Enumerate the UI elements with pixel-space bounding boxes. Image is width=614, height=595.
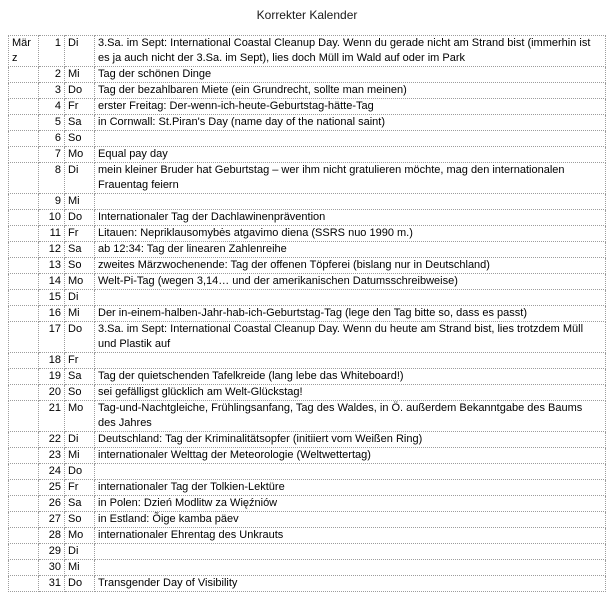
weekday-cell: Fr — [65, 226, 95, 242]
calendar-table — [8, 35, 606, 592]
day-number-cell: 1 — [39, 36, 65, 67]
weekday-cell: Mo — [65, 274, 95, 290]
month-cell — [9, 560, 39, 576]
weekday-cell: Mi — [65, 194, 95, 210]
month-cell — [9, 67, 39, 83]
weekday-cell: So — [65, 512, 95, 528]
month-cell: März — [9, 36, 39, 67]
description-cell — [95, 560, 606, 576]
description-cell — [95, 544, 606, 560]
calendar-row — [9, 67, 606, 83]
description-cell: Deutschland: Tag der Kriminalitätsopfer (initiiert vom Weißen Ring) — [95, 432, 606, 448]
description-cell: Tag der quietschenden Tafelkreide (lang lebe das Whiteboard!) — [95, 369, 606, 385]
description-cell: zweites Märzwochenende: Tag der offenen Töpferei (bislang nur in Deutschland) — [95, 258, 606, 274]
month-cell — [9, 385, 39, 401]
description-cell: Litauen: Nepriklausomybės atgavimo diena (SSRS nuo 1990 m.) — [95, 226, 606, 242]
description-cell: internationaler Tag der Tolkien-Lektüre — [95, 480, 606, 496]
month-cell — [9, 258, 39, 274]
day-number-cell: 26 — [39, 496, 65, 512]
month-cell — [9, 528, 39, 544]
calendar-row — [9, 496, 606, 512]
description-cell: mein kleiner Bruder hat Geburtstag – wer ihm nicht gratulieren möchte, mag den internationalen Frauentag feiern — [95, 163, 606, 194]
description-cell: 3.Sa. im Sept: International Coastal Cleanup Day. Wenn du gerade nicht am Strand bist (immerhin ist es ja auch nicht der 3.Sa. im Sept), lies doch Müll im Wald auf oder im Park — [95, 36, 606, 67]
weekday-cell: Do — [65, 322, 95, 353]
weekday-cell: Sa — [65, 369, 95, 385]
month-cell — [9, 576, 39, 592]
day-number-cell: 12 — [39, 242, 65, 258]
calendar-row — [9, 560, 606, 576]
description-cell: Der in-einem-halben-Jahr-hab-ich-Geburtstag-Tag (lege den Tag bitte so, dass es passt) — [95, 306, 606, 322]
month-cell — [9, 448, 39, 464]
day-number-cell: 3 — [39, 83, 65, 99]
calendar-row — [9, 448, 606, 464]
day-number-cell: 13 — [39, 258, 65, 274]
day-number-cell: 31 — [39, 576, 65, 592]
day-number-cell: 16 — [39, 306, 65, 322]
calendar-row — [9, 99, 606, 115]
month-cell — [9, 210, 39, 226]
description-cell: 3.Sa. im Sept: International Coastal Cleanup Day. Wenn du heute am Strand bist, lies trotzdem Müll und Plastik auf — [95, 322, 606, 353]
day-number-cell: 27 — [39, 512, 65, 528]
month-cell — [9, 147, 39, 163]
description-cell: Tag-und-Nachtgleiche, Frühlingsanfang, Tag des Waldes, in Ö. außerdem Bekanntgabe des Baums des Jahres — [95, 401, 606, 432]
day-number-cell: 2 — [39, 67, 65, 83]
day-number-cell: 8 — [39, 163, 65, 194]
weekday-cell: Do — [65, 576, 95, 592]
description-cell: in Polen: Dzień Modlitw za Więźniów — [95, 496, 606, 512]
weekday-cell: Sa — [65, 115, 95, 131]
day-number-cell: 9 — [39, 194, 65, 210]
description-cell — [95, 194, 606, 210]
weekday-cell: Di — [65, 163, 95, 194]
calendar-row — [9, 385, 606, 401]
month-cell — [9, 242, 39, 258]
day-number-cell: 25 — [39, 480, 65, 496]
month-cell — [9, 226, 39, 242]
weekday-cell: Sa — [65, 242, 95, 258]
calendar-row — [9, 131, 606, 147]
weekday-cell: Mo — [65, 401, 95, 432]
day-number-cell: 20 — [39, 385, 65, 401]
month-cell — [9, 353, 39, 369]
weekday-cell: Mi — [65, 306, 95, 322]
weekday-cell: Di — [65, 544, 95, 560]
weekday-cell: So — [65, 385, 95, 401]
calendar-row — [9, 369, 606, 385]
description-cell: Equal pay day — [95, 147, 606, 163]
description-cell: in Estland: Õige kamba päev — [95, 512, 606, 528]
calendar-row — [9, 83, 606, 99]
calendar-row — [9, 432, 606, 448]
description-cell: sei gefälligst glücklich am Welt-Glückstag! — [95, 385, 606, 401]
month-cell — [9, 322, 39, 353]
month-cell — [9, 83, 39, 99]
day-number-cell: 14 — [39, 274, 65, 290]
day-number-cell: 30 — [39, 560, 65, 576]
month-cell — [9, 163, 39, 194]
month-cell — [9, 306, 39, 322]
calendar-row — [9, 322, 606, 353]
day-number-cell: 5 — [39, 115, 65, 131]
description-cell: internationaler Welttag der Meteorologie (Weltwettertag) — [95, 448, 606, 464]
weekday-cell: Fr — [65, 353, 95, 369]
description-cell — [95, 131, 606, 147]
day-number-cell: 19 — [39, 369, 65, 385]
calendar-row — [9, 163, 606, 194]
month-cell — [9, 290, 39, 306]
month-cell — [9, 194, 39, 210]
month-cell — [9, 99, 39, 115]
weekday-cell: Di — [65, 432, 95, 448]
calendar-row — [9, 258, 606, 274]
day-number-cell: 15 — [39, 290, 65, 306]
weekday-cell: Di — [65, 290, 95, 306]
description-cell — [95, 464, 606, 480]
month-cell — [9, 480, 39, 496]
description-cell: internationaler Ehrentag des Unkrauts — [95, 528, 606, 544]
weekday-cell: Mi — [65, 67, 95, 83]
calendar-row — [9, 464, 606, 480]
month-cell — [9, 512, 39, 528]
description-cell: ab 12:34: Tag der linearen Zahlenreihe — [95, 242, 606, 258]
day-number-cell: 23 — [39, 448, 65, 464]
calendar-row — [9, 576, 606, 592]
calendar-row — [9, 194, 606, 210]
day-number-cell: 11 — [39, 226, 65, 242]
month-cell — [9, 496, 39, 512]
weekday-cell: Do — [65, 210, 95, 226]
calendar-row — [9, 242, 606, 258]
weekday-cell: Fr — [65, 99, 95, 115]
calendar-row — [9, 544, 606, 560]
calendar-row — [9, 401, 606, 432]
description-cell: Tag der schönen Dinge — [95, 67, 606, 83]
day-number-cell: 28 — [39, 528, 65, 544]
calendar-row — [9, 226, 606, 242]
calendar-table-body — [9, 36, 606, 592]
month-cell — [9, 544, 39, 560]
weekday-cell: Di — [65, 36, 95, 67]
calendar-row — [9, 36, 606, 67]
weekday-cell: Mi — [65, 448, 95, 464]
calendar-row — [9, 147, 606, 163]
calendar-row — [9, 115, 606, 131]
calendar-row — [9, 512, 606, 528]
calendar-row — [9, 290, 606, 306]
day-number-cell: 6 — [39, 131, 65, 147]
day-number-cell: 4 — [39, 99, 65, 115]
weekday-cell: So — [65, 131, 95, 147]
day-number-cell: 18 — [39, 353, 65, 369]
day-number-cell: 24 — [39, 464, 65, 480]
weekday-cell: So — [65, 258, 95, 274]
weekday-cell: Mo — [65, 528, 95, 544]
calendar-row — [9, 274, 606, 290]
day-number-cell: 22 — [39, 432, 65, 448]
month-cell — [9, 274, 39, 290]
weekday-cell: Do — [65, 464, 95, 480]
month-cell — [9, 369, 39, 385]
weekday-cell: Mi — [65, 560, 95, 576]
calendar-row — [9, 528, 606, 544]
description-cell — [95, 290, 606, 306]
description-cell: erster Freitag: Der-wenn-ich-heute-Geburtstag-hätte-Tag — [95, 99, 606, 115]
calendar-row — [9, 353, 606, 369]
month-cell — [9, 464, 39, 480]
weekday-cell: Do — [65, 83, 95, 99]
description-cell: Welt-Pi-Tag (wegen 3,14… und der amerikanischen Datumsschreibweise) — [95, 274, 606, 290]
day-number-cell: 7 — [39, 147, 65, 163]
description-cell: Tag der bezahlbaren Miete (ein Grundrecht, sollte man meinen) — [95, 83, 606, 99]
weekday-cell: Mo — [65, 147, 95, 163]
description-cell: Internationaler Tag der Dachlawinenprävention — [95, 210, 606, 226]
description-cell: in Cornwall: St.Piran's Day (name day of the national saint) — [95, 115, 606, 131]
month-cell — [9, 401, 39, 432]
description-cell — [95, 353, 606, 369]
description-cell: Transgender Day of Visibility — [95, 576, 606, 592]
calendar-row — [9, 306, 606, 322]
day-number-cell: 21 — [39, 401, 65, 432]
month-cell — [9, 131, 39, 147]
weekday-cell: Sa — [65, 496, 95, 512]
calendar-row — [9, 480, 606, 496]
month-cell — [9, 432, 39, 448]
day-number-cell: 10 — [39, 210, 65, 226]
month-cell — [9, 115, 39, 131]
day-number-cell: 17 — [39, 322, 65, 353]
page-title: Korrekter Kalender — [256, 8, 358, 22]
calendar-row — [9, 210, 606, 226]
day-number-cell: 29 — [39, 544, 65, 560]
weekday-cell: Fr — [65, 480, 95, 496]
